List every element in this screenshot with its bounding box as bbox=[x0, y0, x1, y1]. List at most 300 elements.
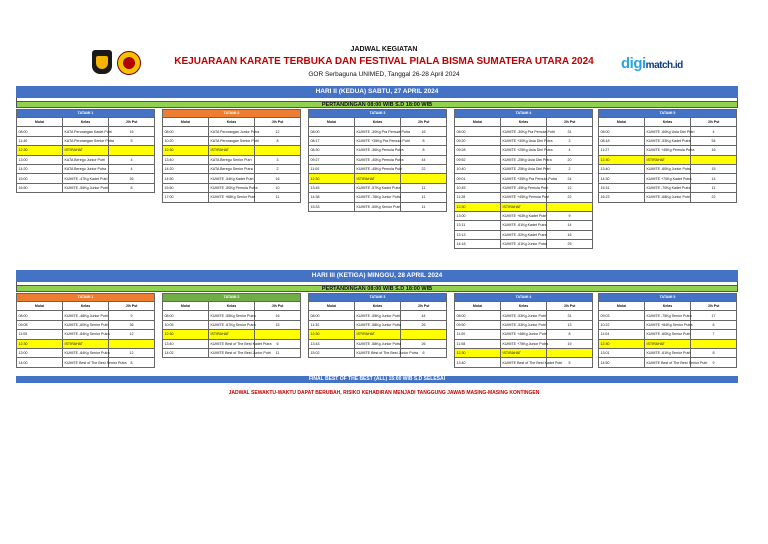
table-row bbox=[455, 127, 593, 136]
participant-count: 8 bbox=[401, 136, 447, 145]
start-time: 08:18 bbox=[599, 136, 645, 145]
start-time: 15:02 bbox=[309, 348, 355, 357]
tatami-name: TATAMI 4 bbox=[455, 110, 593, 118]
start-time: 09:20 bbox=[455, 136, 501, 145]
break-row bbox=[309, 330, 447, 339]
participant-count: 8 bbox=[109, 183, 155, 192]
participant-count: 36 bbox=[109, 320, 155, 329]
participant-count: 14 bbox=[547, 221, 593, 230]
class-name: KATA Perorangan Junior Putra bbox=[209, 127, 255, 136]
table-row bbox=[455, 183, 593, 192]
class-name: ISTIRAHAT bbox=[355, 174, 401, 183]
col-jml: Jlh Pst bbox=[255, 118, 301, 127]
class-name: KATA Beregu Junior Putra bbox=[63, 164, 109, 173]
table-row bbox=[309, 348, 447, 357]
table-row bbox=[309, 146, 447, 155]
table-row bbox=[17, 320, 155, 329]
participant-count: 16 bbox=[255, 311, 301, 320]
start-time: 09:28 bbox=[455, 146, 501, 155]
class-name: ISTIRAHAT bbox=[63, 339, 109, 348]
table-row bbox=[17, 330, 155, 339]
start-time: 09:03 bbox=[599, 311, 645, 320]
table-row bbox=[599, 358, 737, 367]
class-name: KUMITE -55Kg Junior Putri bbox=[355, 311, 401, 320]
table-row bbox=[599, 146, 737, 155]
start-time: 14:50 bbox=[163, 174, 209, 183]
start-time: 11:05 bbox=[17, 330, 63, 339]
col-kelas: Kelas bbox=[63, 302, 109, 311]
participant-count: 10 bbox=[255, 183, 301, 192]
participant-count: 5 bbox=[109, 136, 155, 145]
participant-count: 24 bbox=[547, 174, 593, 183]
participant-count: 15 bbox=[109, 127, 155, 136]
table-row bbox=[455, 230, 593, 239]
start-time: 08:00 bbox=[309, 311, 355, 320]
participant-count: 12 bbox=[547, 183, 593, 192]
table-row bbox=[17, 183, 155, 192]
table-row bbox=[455, 174, 593, 183]
start-time: 11:08 bbox=[455, 339, 501, 348]
participant-count: 22 bbox=[547, 193, 593, 202]
class-name: KATA Beregu Junior Putri bbox=[63, 155, 109, 164]
class-name: ISTIRAHAT bbox=[63, 146, 109, 155]
participant-count bbox=[109, 146, 155, 155]
col-mulai: Mulai bbox=[599, 118, 645, 127]
start-time: 13:45 bbox=[309, 183, 355, 192]
participant-count bbox=[547, 348, 593, 357]
table-row bbox=[309, 164, 447, 173]
start-time: 08:17 bbox=[309, 136, 355, 145]
table-row bbox=[599, 164, 737, 173]
final-banner: FINAL BEST OF THE BEST (ALL) 15:00 WIB S.D SELESAI bbox=[16, 376, 738, 383]
class-name: KUMITE -54Kg Kadet Putri bbox=[209, 174, 255, 183]
tatami-name: TATAMI 2 bbox=[163, 294, 301, 302]
break-row bbox=[163, 146, 301, 155]
participant-count: 8 bbox=[691, 320, 737, 329]
col-kelas: Kelas bbox=[645, 302, 691, 311]
participant-count: 4 bbox=[109, 164, 155, 173]
class-name: KUMITE Best of The Best Junior Putri bbox=[209, 348, 255, 357]
class-name: ISTIRAHAT bbox=[645, 339, 691, 348]
table-row bbox=[163, 311, 301, 320]
tatami-table bbox=[162, 109, 301, 203]
class-name: KUMITE -84Kg Senior Putra bbox=[63, 330, 109, 339]
col-jml: Jlh Pst bbox=[691, 118, 737, 127]
break-row bbox=[455, 348, 593, 357]
start-time: 11:00 bbox=[455, 330, 501, 339]
participant-count bbox=[109, 339, 155, 348]
table-row bbox=[455, 311, 593, 320]
start-time: 14:18 bbox=[455, 240, 501, 249]
start-time: 10:45 bbox=[455, 183, 501, 192]
participant-count: 8 bbox=[401, 146, 447, 155]
participant-count bbox=[255, 330, 301, 339]
participant-count: 5 bbox=[547, 358, 593, 367]
table-row bbox=[455, 136, 593, 145]
tatami-table bbox=[162, 293, 301, 358]
tatami-name: TATAMI 3 bbox=[309, 110, 447, 118]
table-row bbox=[309, 320, 447, 329]
class-name: KUMITE +25Kg Usia Dini Putra bbox=[501, 146, 547, 155]
start-time: 10:05 bbox=[163, 320, 209, 329]
class-name: KUMITE -45Kg Pemula Putri bbox=[355, 164, 401, 173]
start-time: 08:00 bbox=[455, 127, 501, 136]
start-time: 13:11 bbox=[455, 221, 501, 230]
table-row bbox=[309, 311, 447, 320]
table-row bbox=[599, 320, 737, 329]
event-title: KEJUARAAN KARATE TERBUKA DAN FESTIVAL PIALA BISMA SUMATERA UTARA 2024 bbox=[174, 56, 594, 67]
col-mulai: Mulai bbox=[309, 118, 355, 127]
break-row bbox=[599, 339, 737, 348]
start-time: 13:00 bbox=[17, 348, 63, 357]
start-time: 12:30 bbox=[17, 146, 63, 155]
col-mulai: Mulai bbox=[599, 302, 645, 311]
table-row bbox=[17, 311, 155, 320]
table-row bbox=[17, 155, 155, 164]
participant-count: 22 bbox=[401, 164, 447, 173]
tatami-name: TATAMI 4 bbox=[455, 294, 593, 302]
class-name: KUMITE +35Kg Pra Pemula Putra bbox=[501, 174, 547, 183]
table-row bbox=[17, 348, 155, 357]
table-row bbox=[309, 339, 447, 348]
start-time: 15:33 bbox=[309, 202, 355, 211]
table-row bbox=[309, 136, 447, 145]
participant-count: 2 bbox=[255, 164, 301, 173]
session-header: PERTANDINGAN 08:00 WIB S.D 18:00 WIB bbox=[16, 101, 738, 108]
table-row bbox=[455, 320, 593, 329]
start-time: 13:01 bbox=[599, 348, 645, 357]
class-name: KATA Perorangan Senior Putri bbox=[209, 136, 255, 145]
table-row bbox=[455, 211, 593, 220]
table-row bbox=[455, 330, 593, 339]
start-time: 12:30 bbox=[599, 339, 645, 348]
table-row bbox=[17, 127, 155, 136]
venue-date: GOR Serbaguna UNIMED, Tanggal 26-28 April 2024 bbox=[308, 71, 460, 78]
break-row bbox=[599, 155, 737, 164]
class-name: KUMITE -76Kg Junior Putra bbox=[355, 193, 401, 202]
table-row bbox=[163, 320, 301, 329]
sponsor-logo: digimatch.id bbox=[621, 55, 683, 72]
participant-count: 6 bbox=[255, 339, 301, 348]
class-name: KUMITE -60Kg Usia Dini Putri bbox=[645, 127, 691, 136]
participant-count: 11 bbox=[401, 202, 447, 211]
table-row bbox=[455, 358, 593, 367]
start-time: 09:01 bbox=[455, 174, 501, 183]
participant-count: 8 bbox=[109, 358, 155, 367]
col-mulai: Mulai bbox=[309, 302, 355, 311]
participant-count: 11 bbox=[255, 193, 301, 202]
start-time: 16:23 bbox=[599, 193, 645, 202]
class-name: KUMITE +70Kg Kadet Putra bbox=[645, 174, 691, 183]
start-time: 09:27 bbox=[309, 155, 355, 164]
col-jml: Jlh Pst bbox=[401, 118, 447, 127]
participant-count: 31 bbox=[547, 127, 593, 136]
participant-count: 26 bbox=[401, 339, 447, 348]
start-time: 13:40 bbox=[163, 155, 209, 164]
class-name: KUMITE -36Kg Pemula Putra bbox=[355, 146, 401, 155]
class-name: KATA Perorangan Senior Putra bbox=[63, 136, 109, 145]
participant-count: 2 bbox=[547, 164, 593, 173]
participant-count: 11 bbox=[401, 183, 447, 192]
class-name: KUMITE -70Kg Kadet Putra bbox=[645, 183, 691, 192]
start-time: 13:40 bbox=[455, 358, 501, 367]
break-row bbox=[17, 339, 155, 348]
start-time: 12:30 bbox=[309, 174, 355, 183]
table-row bbox=[309, 202, 447, 211]
doc-heading: JADWAL KEGIATAN bbox=[350, 46, 418, 53]
start-time: 10:20 bbox=[163, 136, 209, 145]
start-time: 15:31 bbox=[599, 183, 645, 192]
participant-count: 17 bbox=[691, 311, 737, 320]
session-header: PERTANDINGAN 08:00 WIB S.D 18:00 WIB bbox=[16, 285, 738, 292]
col-mulai: Mulai bbox=[455, 302, 501, 311]
participant-count: 14 bbox=[691, 174, 737, 183]
break-row bbox=[17, 146, 155, 155]
table-row bbox=[163, 348, 301, 357]
participant-count: 15 bbox=[255, 320, 301, 329]
class-name: KUMITE -60Kg Senior Putri bbox=[645, 330, 691, 339]
participant-count: 20 bbox=[547, 155, 593, 164]
participant-count: 25 bbox=[547, 240, 593, 249]
col-mulai: Mulai bbox=[17, 302, 63, 311]
class-name: KUMITE -68Kg Junior Putri bbox=[645, 193, 691, 202]
class-name: KUMITE -48Kg Junior Putri bbox=[63, 311, 109, 320]
class-name: KUMITE -30Kg Pra Pemula Putra bbox=[355, 127, 401, 136]
table-row bbox=[17, 136, 155, 145]
col-kelas: Kelas bbox=[209, 118, 255, 127]
table-row bbox=[163, 155, 301, 164]
class-name: KUMITE +35Kg Pra Pemula Putri bbox=[355, 136, 401, 145]
participant-count: 31 bbox=[547, 311, 593, 320]
col-jml: Jlh Pst bbox=[547, 302, 593, 311]
class-name: ISTIRAHAT bbox=[501, 202, 547, 211]
participant-count: 16 bbox=[547, 230, 593, 239]
day-header: HARI II (KEDUA) SABTU, 27 APRIL 2024 bbox=[16, 86, 738, 98]
start-time: 08:00 bbox=[455, 311, 501, 320]
tatami-name: TATAMI 1 bbox=[17, 110, 155, 118]
col-mulai: Mulai bbox=[163, 118, 209, 127]
class-name: KUMITE -47Kg Kadet Putri bbox=[63, 174, 109, 183]
participant-count: 4 bbox=[109, 155, 155, 164]
class-name: KUMITE -84Kg Senior Putra bbox=[63, 348, 109, 357]
tatami-table bbox=[308, 109, 447, 212]
participant-count: 11 bbox=[691, 183, 737, 192]
class-name: KUMITE -60Kg Junior Putra bbox=[645, 164, 691, 173]
class-name: KATA Beregu Senior Putri bbox=[209, 155, 255, 164]
tatami-name: TATAMI 5 bbox=[599, 294, 737, 302]
class-name: KUMITE -58Kg Junior Putra bbox=[355, 339, 401, 348]
class-name: KUMITE -53Kg Junior Putri bbox=[501, 320, 547, 329]
table-row bbox=[309, 193, 447, 202]
class-name: ISTIRAHAT bbox=[501, 348, 547, 357]
class-name: KUMITE -67Kg Senior Putra bbox=[209, 320, 255, 329]
class-name: KUMITE -57Kg Kadet Putra bbox=[355, 183, 401, 192]
start-time: 14:02 bbox=[163, 348, 209, 357]
start-time: 12:30 bbox=[309, 330, 355, 339]
participant-count: 12 bbox=[109, 330, 155, 339]
class-name: KUMITE +45Kg Pemula Putra bbox=[645, 146, 691, 155]
participant-count: 7 bbox=[691, 330, 737, 339]
class-name: KUMITE -75Kg Senior Putra bbox=[645, 311, 691, 320]
start-time: 14:00 bbox=[17, 358, 63, 367]
start-time: 16:50 bbox=[17, 183, 63, 192]
participant-count: 19 bbox=[547, 339, 593, 348]
table-row bbox=[455, 240, 593, 249]
col-kelas: Kelas bbox=[355, 302, 401, 311]
start-time: 12:30 bbox=[455, 202, 501, 211]
participant-count: 12 bbox=[109, 348, 155, 357]
start-time: 11:04 bbox=[599, 330, 645, 339]
col-kelas: Kelas bbox=[63, 118, 109, 127]
col-kelas: Kelas bbox=[501, 302, 547, 311]
start-time: 08:00 bbox=[163, 127, 209, 136]
class-name: KUMITE -53Kg Kadet Putra bbox=[645, 136, 691, 145]
start-time: 11:00 bbox=[309, 164, 355, 173]
participant-count bbox=[547, 202, 593, 211]
participant-count bbox=[691, 155, 737, 164]
tatami-name: TATAMI 1 bbox=[17, 294, 155, 302]
table-row bbox=[599, 174, 737, 183]
start-time: 12:30 bbox=[163, 330, 209, 339]
participant-count: 8 bbox=[547, 330, 593, 339]
col-jml: Jlh Pst bbox=[547, 118, 593, 127]
table-row bbox=[599, 127, 737, 136]
start-time: 09:08 bbox=[17, 320, 63, 329]
tatami-table bbox=[454, 109, 593, 249]
table-row bbox=[163, 174, 301, 183]
class-name: ISTIRAHAT bbox=[209, 330, 255, 339]
table-row bbox=[17, 174, 155, 183]
tatami-table bbox=[308, 293, 447, 358]
class-name: KUMITE -30Kg Pra Pemula Putri bbox=[501, 127, 547, 136]
start-time: 11:28 bbox=[455, 193, 501, 202]
table-row bbox=[17, 164, 155, 173]
participant-count: 9 bbox=[547, 211, 593, 220]
start-time: 09:52 bbox=[455, 155, 501, 164]
participant-count: 15 bbox=[691, 164, 737, 173]
table-row bbox=[599, 330, 737, 339]
start-time: 11:40 bbox=[17, 136, 63, 145]
start-time: 08:00 bbox=[599, 127, 645, 136]
tatami-name: TATAMI 3 bbox=[309, 294, 447, 302]
class-name: KUMITE +75Kg Junior Putra bbox=[501, 339, 547, 348]
class-name: KUMITE -25Kg Usia Dini Putra bbox=[501, 155, 547, 164]
table-row bbox=[599, 311, 737, 320]
participant-count bbox=[691, 339, 737, 348]
table-row bbox=[455, 164, 593, 173]
class-name: KUMITE -61Kg Junior Putra bbox=[501, 240, 547, 249]
table-row bbox=[309, 127, 447, 136]
start-time: 08:00 bbox=[17, 127, 63, 136]
class-name: KATA Perorangan Kadet Putri bbox=[63, 127, 109, 136]
start-time: 11:30 bbox=[309, 320, 355, 329]
class-name: KUMITE +63Kg Kadet Putri bbox=[501, 211, 547, 220]
class-name: KUMITE -52Kg Kadet Putra bbox=[501, 230, 547, 239]
col-jml: Jlh Pst bbox=[691, 302, 737, 311]
start-time: 15:00 bbox=[17, 174, 63, 183]
tatami-table bbox=[16, 293, 155, 368]
class-name: KUMITE Best of The Best Kadet Putra bbox=[209, 339, 255, 348]
table-row bbox=[163, 193, 301, 202]
table-row bbox=[455, 193, 593, 202]
table-row bbox=[309, 155, 447, 164]
participant-count: 3 bbox=[255, 155, 301, 164]
class-name: KATA Beregu Senior Putra bbox=[209, 164, 255, 173]
start-time: 15:50 bbox=[163, 183, 209, 192]
break-row bbox=[455, 202, 593, 211]
table-row bbox=[599, 136, 737, 145]
start-time: 13:00 bbox=[455, 211, 501, 220]
start-time: 10:22 bbox=[599, 320, 645, 329]
start-time: 12:30 bbox=[455, 348, 501, 357]
participant-count: 16 bbox=[255, 174, 301, 183]
participant-count: 26 bbox=[109, 174, 155, 183]
participant-count: 54 bbox=[691, 136, 737, 145]
table-row bbox=[455, 221, 593, 230]
col-jml: Jlh Pst bbox=[401, 302, 447, 311]
class-name: KUMITE +48Kg Junior Putri bbox=[501, 330, 547, 339]
table-row bbox=[599, 348, 737, 357]
class-name: KUMITE -61Kg Kadet Putra bbox=[501, 221, 547, 230]
start-time: 12:30 bbox=[17, 339, 63, 348]
table-row bbox=[163, 183, 301, 192]
class-name: KUMITE -50Kg Pemula Putra bbox=[209, 183, 255, 192]
class-name: KUMITE Best of The Best Kadet Putri bbox=[501, 358, 547, 367]
participant-count: 8 bbox=[691, 348, 737, 357]
participant-count: 44 bbox=[401, 155, 447, 164]
start-time: 14:38 bbox=[309, 193, 355, 202]
table-row bbox=[163, 136, 301, 145]
tatami-table bbox=[16, 109, 155, 193]
col-jml: Jlh Pst bbox=[255, 302, 301, 311]
col-jml: Jlh Pst bbox=[109, 302, 155, 311]
class-name: KUMITE -60Kg Senior Putri bbox=[63, 320, 109, 329]
class-name: ISTIRAHAT bbox=[209, 146, 255, 155]
tatami-name: TATAMI 2 bbox=[163, 110, 301, 118]
participant-count bbox=[401, 174, 447, 183]
table-row bbox=[163, 127, 301, 136]
participant-count: 9 bbox=[109, 311, 155, 320]
start-time: 14:50 bbox=[599, 358, 645, 367]
table-row bbox=[17, 358, 155, 367]
participant-count: 6 bbox=[401, 348, 447, 357]
col-mulai: Mulai bbox=[163, 302, 209, 311]
col-jml: Jlh Pst bbox=[109, 118, 155, 127]
break-row bbox=[309, 174, 447, 183]
start-time: 14:30 bbox=[599, 174, 645, 183]
class-name: KUMITE -53Kg Junior Putri bbox=[501, 311, 547, 320]
participant-count: 8 bbox=[255, 136, 301, 145]
participant-count: 11 bbox=[401, 193, 447, 202]
start-time: 10:40 bbox=[455, 164, 501, 173]
start-time: 11:27 bbox=[599, 146, 645, 155]
start-time: 08:00 bbox=[309, 127, 355, 136]
participant-count bbox=[401, 330, 447, 339]
col-mulai: Mulai bbox=[17, 118, 63, 127]
start-time: 08:00 bbox=[163, 311, 209, 320]
class-name: KUMITE Best of The Best Senior Putri bbox=[645, 358, 691, 367]
table-row bbox=[455, 339, 593, 348]
class-name: KUMITE -50Kg Senior Putri bbox=[355, 202, 401, 211]
class-name: KUMITE +84Kg Senior Putra bbox=[645, 320, 691, 329]
break-row bbox=[163, 330, 301, 339]
tatami-table bbox=[454, 293, 593, 368]
table-row bbox=[163, 164, 301, 173]
class-name: KUMITE Best of The Best Senior Putra bbox=[63, 358, 109, 367]
participant-count: 9 bbox=[691, 358, 737, 367]
start-time: 13:13 bbox=[455, 230, 501, 239]
col-kelas: Kelas bbox=[501, 118, 547, 127]
